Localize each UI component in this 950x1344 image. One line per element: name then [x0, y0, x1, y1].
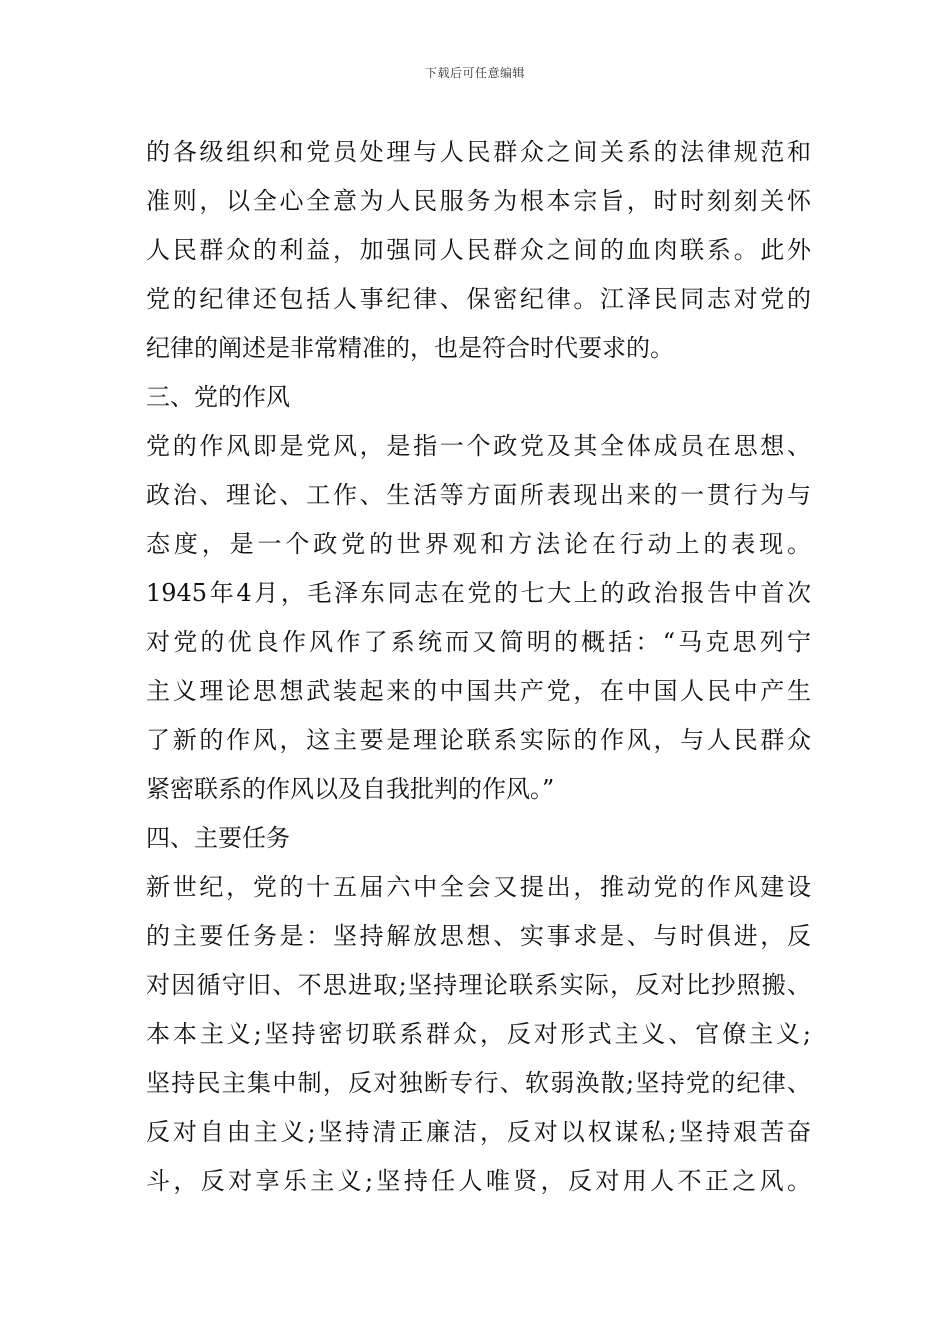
text-line: 态度，是一个政党的世界观和方法论在行动上的表现。	[146, 530, 811, 558]
text-line: 纪律的阐述是非常精准的，也是符合时代要求的。	[146, 334, 674, 362]
document-body	[146, 128, 811, 1206]
text-line: 1945年4月，毛泽东同志在党的七大上的政治报告中首次	[146, 579, 811, 607]
text-line: 斗，反对享乐主义;坚持任人唯贤，反对用人不正之风。	[146, 1167, 811, 1195]
text-line: 的主要任务是：坚持解放思想、实事求是、与时俱进，反	[146, 922, 811, 950]
text-line: 准则，以全心全意为人民服务为根本宗旨，时时刻刻关怀	[146, 187, 811, 215]
page-header: 下载后可任意编辑	[424, 66, 525, 80]
text-line: 了新的作风，这主要是理论联系实际的作风，与人民群众	[146, 726, 811, 754]
text-line: 主义理论思想武装起来的中国共产党，在中国人民中产生	[146, 677, 811, 705]
text-line: 对因循守旧、不思进取;坚持理论联系实际，反对比抄照搬、	[146, 971, 811, 999]
text-line: 党的纪律还包括人事纪律、保密纪律。江泽民同志对党的	[146, 285, 811, 313]
text-line: 对党的优良作风作了系统而又简明的概括：“马克思列宁	[146, 628, 811, 656]
text-line: 政治、理论、工作、生活等方面所表现出来的一贯行为与	[146, 481, 811, 509]
text-line: 新世纪，党的十五届六中全会又提出，推动党的作风建设	[146, 873, 811, 901]
text-line: 反对自由主义;坚持清正廉洁，反对以权谋私;坚持艰苦奋	[146, 1118, 811, 1146]
text-line: 本本主义;坚持密切联系群众，反对形式主义、官僚主义;	[146, 1020, 811, 1048]
text-line: 党的作风即是党风，是指一个政党及其全体成员在思想、	[146, 432, 811, 460]
section-heading: 四、主要任务	[146, 824, 290, 852]
text-line: 坚持民主集中制，反对独断专行、软弱涣散;坚持党的纪律、	[146, 1069, 811, 1097]
text-line: 的各级组织和党员处理与人民群众之间关系的法律规范和	[146, 138, 811, 166]
text-line: 紧密联系的作风以及自我批判的作风。”	[146, 775, 555, 803]
section-heading: 三、党的作风	[146, 383, 290, 411]
text-line: 人民群众的利益，加强同人民群众之间的血肉联系。此外	[146, 236, 811, 264]
